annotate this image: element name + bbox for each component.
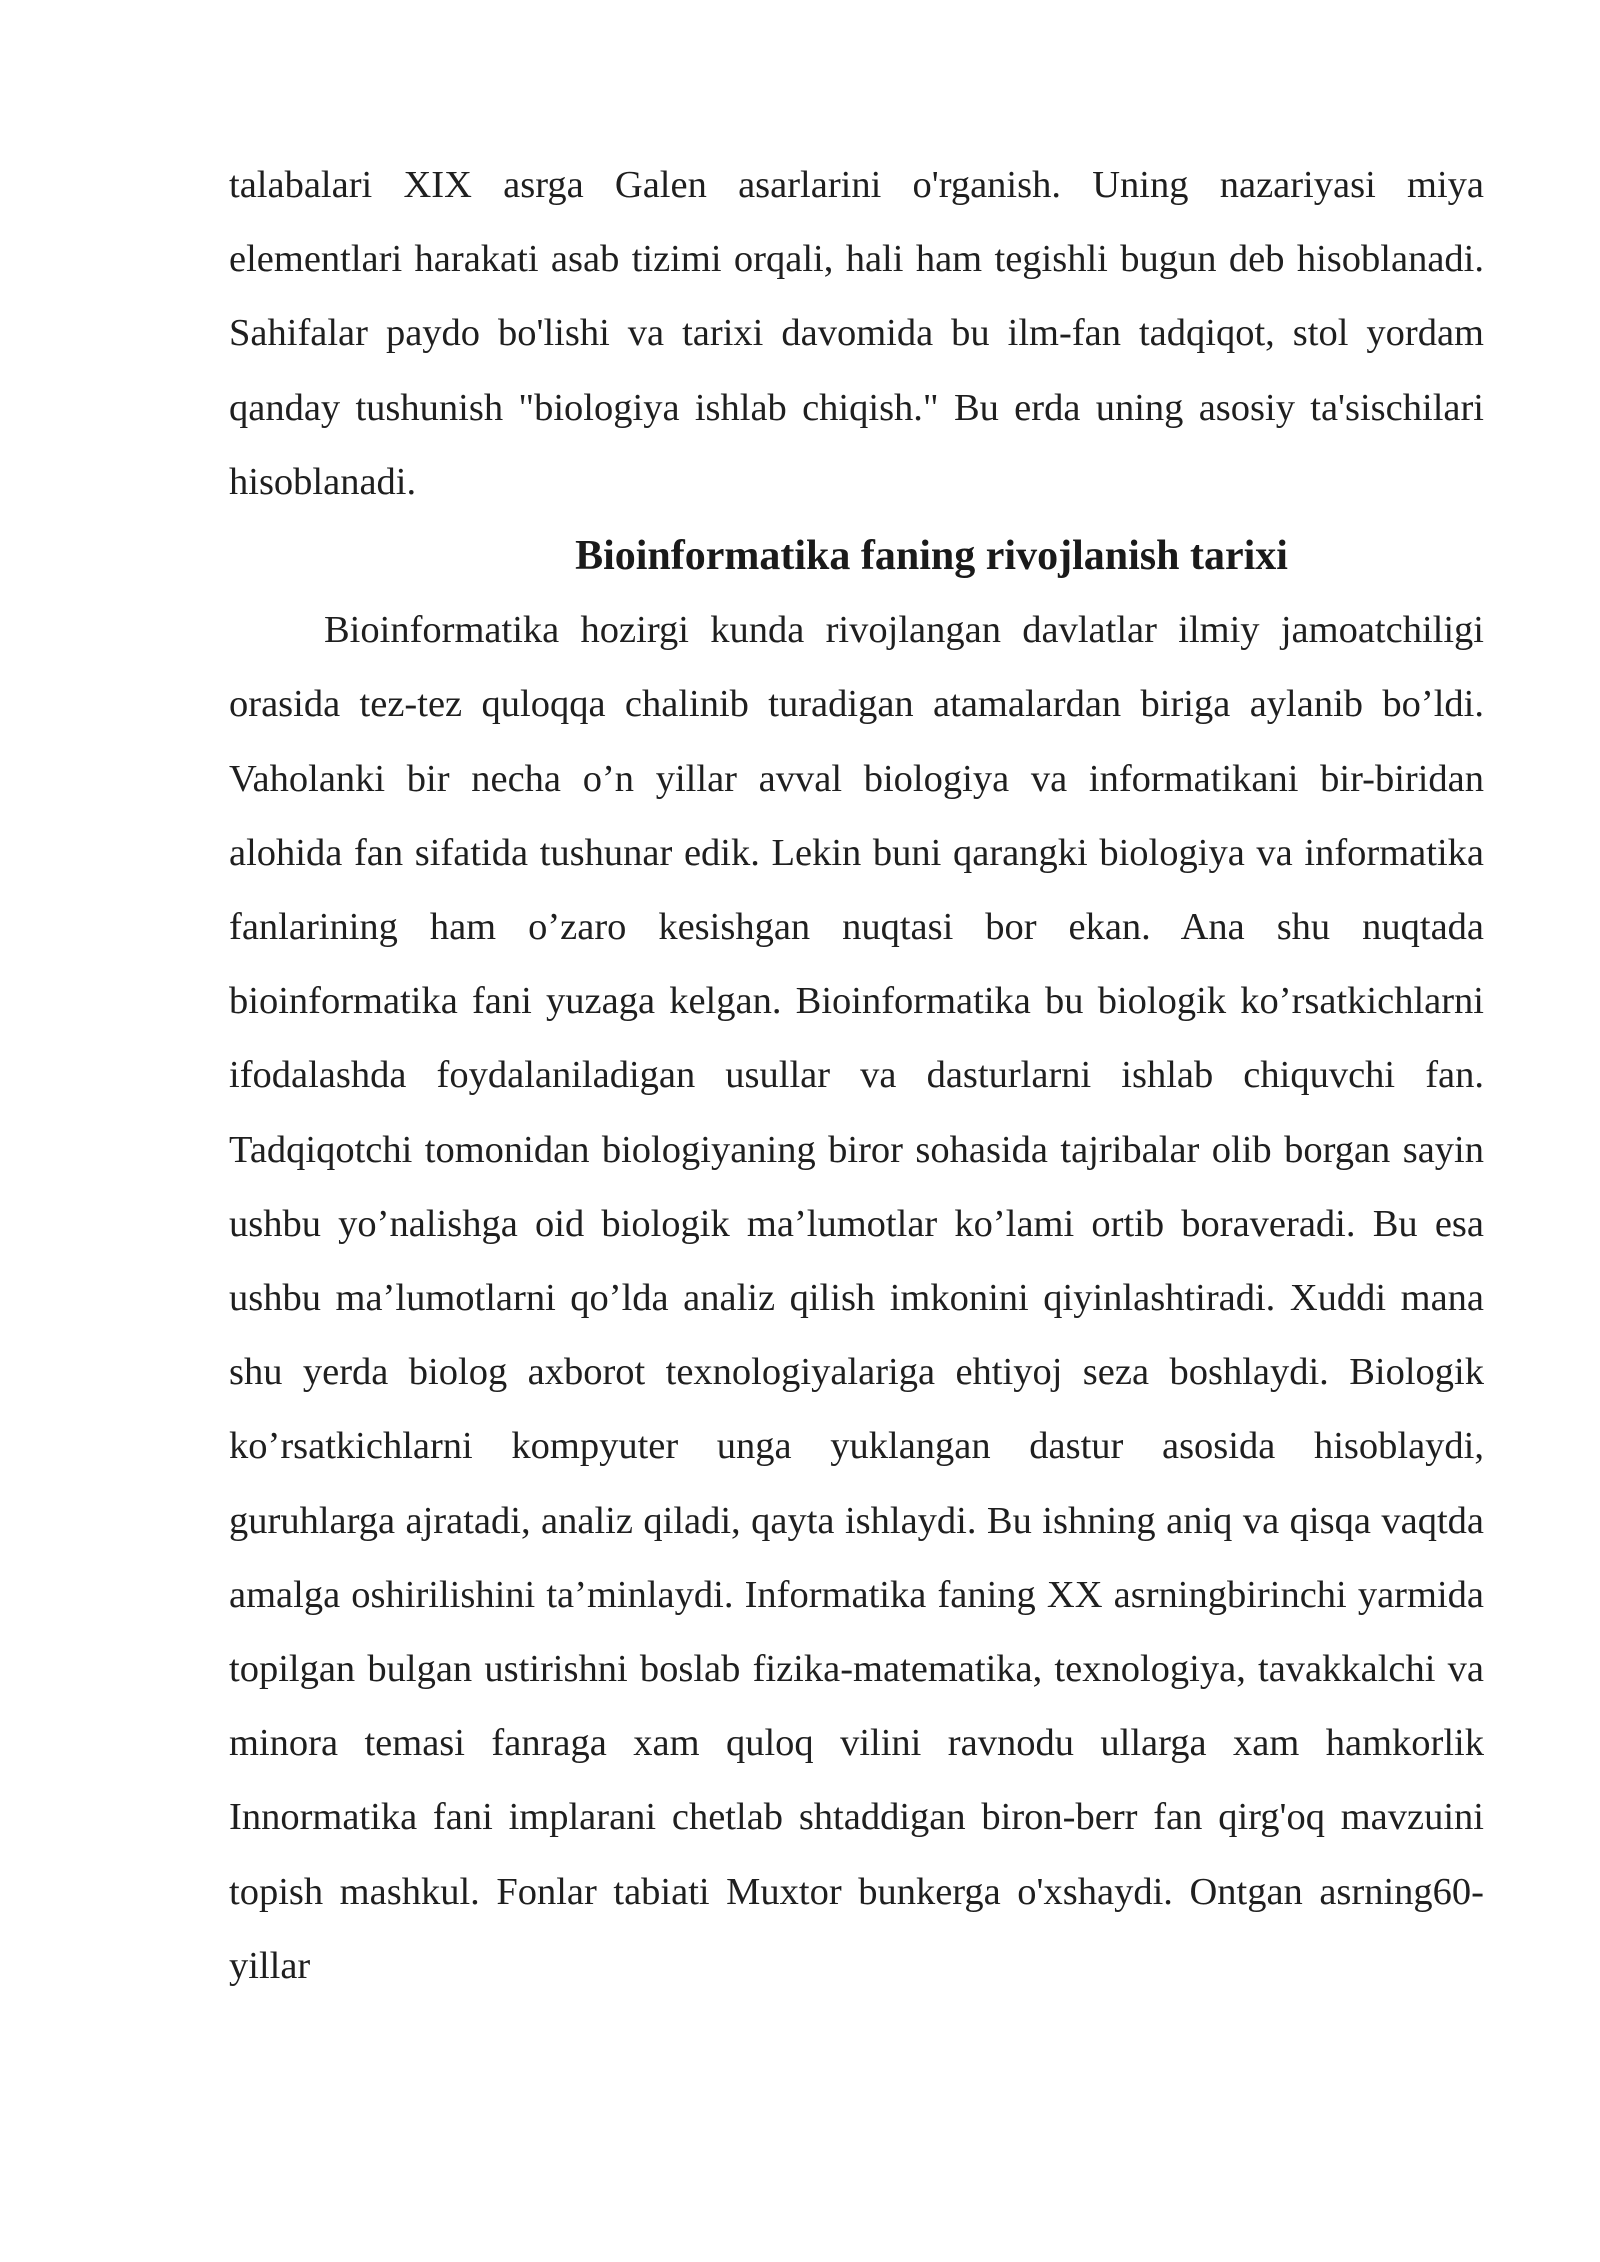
intro-paragraph: talabalari XIX asrga Galen asarlarini o'rganish. Uning nazariyasi miya elementlari harakati asab tizimi orqali, hali ham tegishli bugun deb hisoblanadi. Sahifalar paydo bo'lishi va tarixi davomida bu ilm-fan tadqiqot, stol yordam qanday tushunish "biologiya ishlab chiqish." Bu erda uning asosiy ta'sischilari hisoblanadi. [229, 164, 1484, 503]
page-text-block [229, 148, 1484, 2003]
body-paragraph: Bioinformatika hozirgi kunda rivojlangan davlatlar ilmiy jamoatchiligi orasida tez-tez quloqqa chalinib turadigan atamalardan biriga aylanib bo’ldi. Vaholanki bir necha o’n yillar avval biologiya va informatikani bir-biridan alohida fan sifatida tushunar edik. Lekin buni qarangki biologiya va informatika fanlarining ham o’zaro kesishgan nuqtasi bor ekan. Ana shu nuqtada bioinformatika fani yuzaga kelgan. Bioinformatika bu biologik ko’rsatkichlarni ifodalashda foydalaniladigan usullar va dasturlarni ishlab chiquvchi fan. Tadqiqotchi tomonidan biologiyaning biror sohasida tajribalar olib borgan sayin ushbu yo’nalishga oid biologik ma’lumotlar ko’lami ortib boraveradi. Bu esa ushbu ma’lumotlarni qo’lda analiz qilish imkonini qiyinlashtiradi. Xuddi mana shu yerda biolog axborot texnologiyalariga ehtiyoj seza boshlaydi. Biologik ko’rsatkichlarni kompyuter unga yuklangan dastur asosida hisoblaydi, guruhlarga ajratadi, analiz qiladi, qayta ishlaydi. Bu ishning aniq va qisqa vaqtda amalga oshirilishini ta’minlaydi. Informatika faning XX asrningbirinchi yarmida topilgan bulgan ustirishni boslab fizika-matematika, texnologiya, tavakkalchi va minora temasi fanraga xam quloq vilini ravnodu ullarga xam hamkorlik Innormatika fani implarani chetlab shtaddigan biron-berr fan qirg'oq mavzuini topish mashkul. Fonlar tabiati Muxtor bunkerga o'xshaydi. Ontgan asrning60-yillar [229, 609, 1484, 1987]
section-heading: Bioinformatika faning rivojlanish tarixi [575, 533, 1288, 580]
